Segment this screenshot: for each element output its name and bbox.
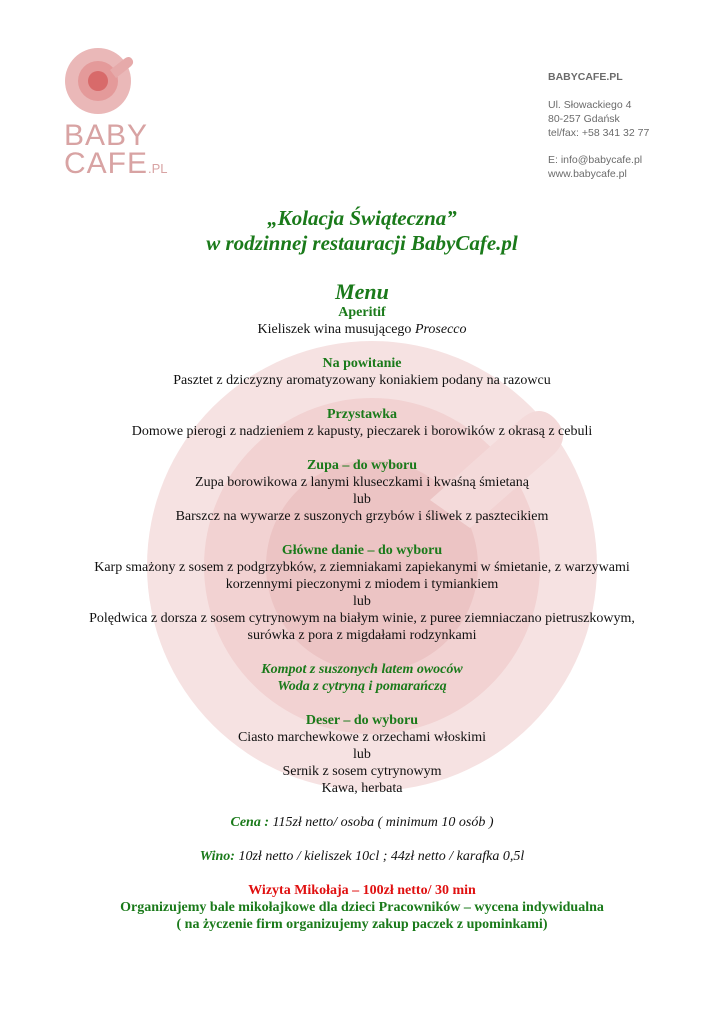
wine-label: Wino: [199, 849, 235, 864]
price-text: 115zł netto/ osoba ( minimum 10 osób ) [268, 815, 494, 830]
section-drinks [0, 661, 724, 695]
dessert-or: lub [353, 747, 371, 762]
santa-line-2: Organizujemy bale mikołajkowe dla dzieci Pracowników – wycena indywidualna [120, 900, 604, 915]
aperitif-italic: Prosecco [414, 322, 467, 337]
menu-document [0, 206, 724, 933]
logo-line-baby: BABY [64, 119, 149, 152]
price-label: Cena : [230, 815, 269, 830]
drinks-line-1: Kompot z suszonych latem owoców [261, 662, 463, 677]
welcome-text: Pasztet z dziczyzny aromatyzowany koniakiem podany na razowcu [173, 373, 551, 388]
soup-option-2: Barszcz na wywarze z suszonych grzybów i śliwek z pasztecikiem [175, 509, 549, 524]
price-line [0, 814, 724, 831]
section-main [0, 542, 724, 644]
contact-city: 80-257 Gdańsk [548, 113, 620, 125]
aperitif-text: Kieliszek wina musującego [257, 322, 415, 337]
section-soup [0, 457, 724, 525]
soup-or: lub [353, 492, 371, 507]
starter-text: Domowe pierogi z nadzieniem z kapusty, pieczarek i borowików z okrasą z cebuli [131, 424, 593, 439]
contact-street: Ul. Słowackiego 4 [548, 99, 632, 111]
dessert-option-2: Sernik z sosem cytrynowym [282, 764, 442, 779]
main-or: lub [353, 594, 371, 609]
dessert-extra: Kawa, herbata [321, 781, 403, 796]
santa-line-1: Wizyta Mikołaja – 100zł netto/ 30 min [248, 883, 476, 898]
wine-text: 10zł netto / kieliszek 10cl ; 44zł netto / karafka 0,5l [234, 849, 525, 864]
section-dessert [0, 712, 724, 797]
contact-block [548, 70, 649, 181]
logo-line-cafe: CAFE [64, 147, 149, 180]
main-option-1-line-2: korzennymi pieczonymi z miodem i tymiankiem [225, 577, 499, 592]
dessert-option-1: Ciasto marchewkowe z orzechami włoskimi [237, 730, 487, 745]
main-option-1-line-1: Karp smażony z sosem z podgrzybków, z ziemniakami zapiekanymi w śmietanie, z warzywami [94, 560, 630, 575]
santa-line-3: ( na życzenie firm organizujemy zakup paczek z upominkami) [176, 917, 548, 932]
aperitif-heading: Aperitif [338, 305, 386, 320]
title-line-1: „Kolacja Świąteczna” [267, 206, 457, 230]
menu-heading: Menu [335, 279, 389, 304]
contact-email[interactable]: E: info@babycafe.pl [548, 154, 643, 166]
main-heading: Główne danie – do wyboru [281, 543, 443, 558]
soup-option-1: Zupa borowikowa z lanymi kluseczkami i kwaśną śmietaną [195, 475, 529, 490]
soup-heading: Zupa – do wyboru [306, 458, 418, 473]
section-santa [0, 882, 724, 933]
drinks-line-2: Woda z cytryną i pomarańczą [277, 679, 447, 694]
main-option-2-line-1: Polędwica z dorsza z sosem cytrynowym na białym winie, z puree ziemniaczano pietruszkowym, [89, 611, 635, 626]
logo-wordmark [64, 119, 168, 183]
contact-website[interactable]: www.babycafe.pl [548, 168, 627, 180]
welcome-heading: Na powitanie [322, 356, 402, 371]
starter-heading: Przystawka [327, 407, 397, 422]
title-line-2: w rodzinnej restauracji BabyCafe.pl [206, 231, 518, 255]
main-option-2-line-2: surówka z pora z migdałami rodzynkami [247, 628, 477, 643]
logo-suffix: .PL [148, 161, 168, 176]
wine-line [0, 848, 724, 865]
section-aperitif [0, 304, 724, 338]
section-starter [0, 406, 724, 440]
dessert-heading: Deser – do wyboru [305, 713, 419, 728]
section-welcome [0, 355, 724, 389]
contact-brand: BABYCAFE.PL [548, 71, 623, 83]
contact-phone: tel/fax: +58 341 32 77 [548, 127, 650, 139]
